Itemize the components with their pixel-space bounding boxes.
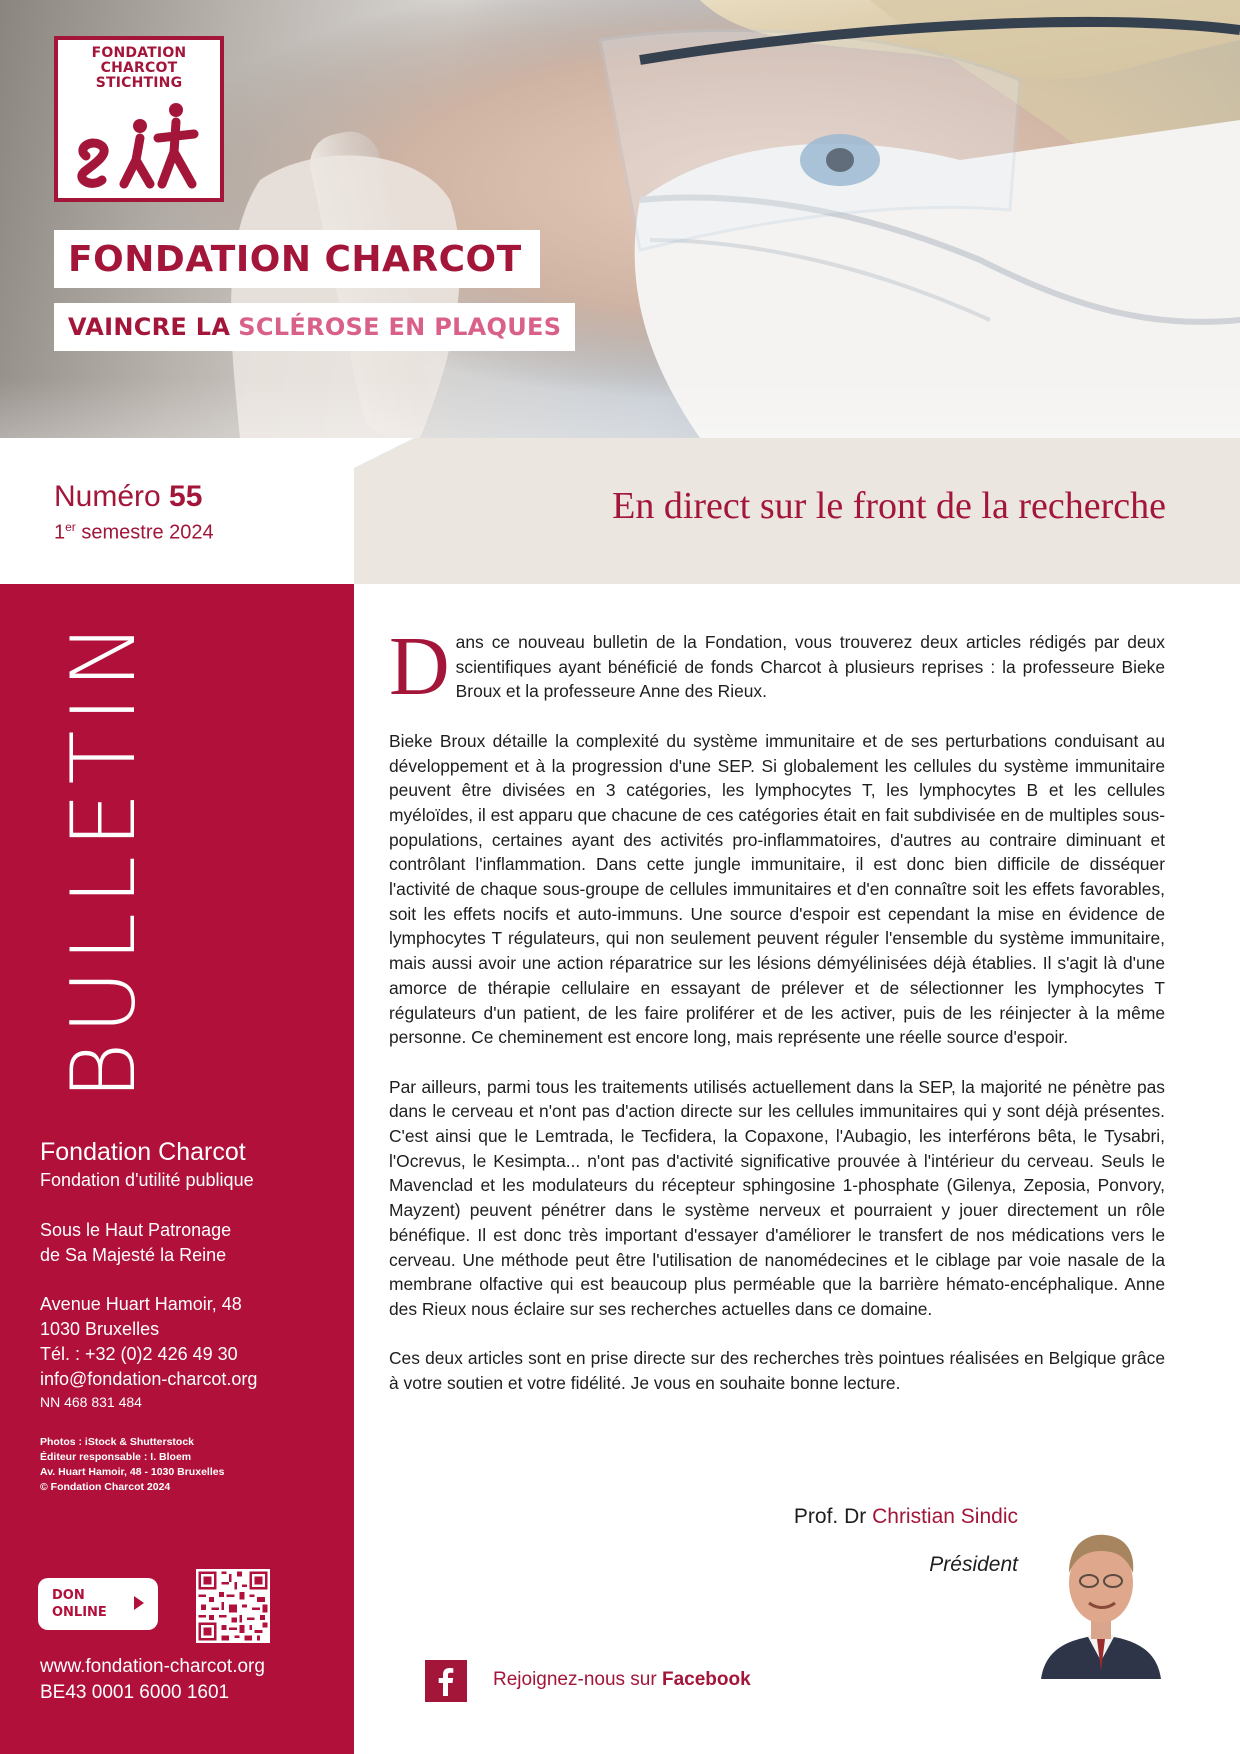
credits-line-2: Éditeur responsable : I. Bloem <box>40 1451 192 1463</box>
phone: Tél. : +32 (0)2 426 49 30 <box>40 1344 238 1364</box>
issue-number <box>54 480 202 514</box>
paragraph-4: Ces deux articles sont en prise directe sur des recherches très pointues réalisées en Belgique grâce à votre soutien et votre fidélité. Je vous en souhaite bonne lecture. <box>389 1348 1165 1394</box>
facebook-f-glyph <box>425 1660 467 1702</box>
facebook-link[interactable] <box>493 1669 751 1691</box>
org-status: Fondation d'utilité publique <box>40 1170 254 1190</box>
donate-line-1: DON <box>52 1588 85 1603</box>
facebook-icon[interactable] <box>425 1660 467 1702</box>
issue-number-value: 55 <box>169 480 203 513</box>
donate-online-button[interactable] <box>38 1578 158 1630</box>
patronage-line-1: Sous le Haut Patronage <box>40 1220 232 1240</box>
signature-person: Christian Sindic <box>872 1505 1018 1528</box>
issue-date <box>54 520 214 545</box>
paragraph-2: Bieke Broux détaille la complexité du système immunitaire et de ses perturbations conduisant au développement et à la progression d'une SEP. Si globalement les cellules du système immunitaire peuvent être divisées en 3 catégories, les lymphocytes T, les lymphocytes B et les cellules myéloïdes, il est apparu que chacune de ces catégories était en fait subdivisée en de multiples sous-populations, certaines ayant des activités pro-inflammatoires, d'autres au contraire diminuant et contrôlant l'inflammation. Dans cette jungle immunitaire, il est donc bien difficile de disséquer l'activité de chaque sous-groupe de cellules immunitaires et d'en connaître soit les effets favorables, soit les effets nocifs et auto-immuns. Une source d'espoir est cependant la mise en évidence de lymphocytes T régulateurs, qui non seulement peuvent réguler l'ensemble du système immunitaire, mais aussi avoir une action réparatrice sur les lésions démyélinisées déjà établies. Il s'agit là d'une amorce de thérapie cellulaire en essayant de prélever et de sélectionner les lymphocytes T régulateurs d'un patient, de les faire proliférer et de les activer, puis de les réinjecter à la même personne. Ce cheminement est encore long, mais représente une réelle source d'espoir. <box>389 730 1165 1048</box>
donate-label <box>52 1587 107 1621</box>
address-line-1: Avenue Huart Hamoir, 48 <box>40 1294 242 1314</box>
logo-figures-icon <box>66 98 212 194</box>
logo-line-1: FONDATION <box>91 45 187 61</box>
logo-text <box>58 46 220 91</box>
subtitle-part2: SCLÉROSE EN PLAQUES <box>238 313 562 341</box>
headline: En direct sur le front de la recherche <box>612 485 1166 527</box>
issue-date-num: 1 <box>54 521 66 544</box>
issue-label: Numéro <box>54 480 161 513</box>
credits-line-4: © Fondation Charcot 2024 <box>40 1481 171 1493</box>
org-name: Fondation Charcot <box>40 1138 246 1166</box>
credits-line-3: Av. Huart Hamoir, 48 - 1030 Bruxelles <box>40 1466 225 1478</box>
facebook-bold: Facebook <box>661 1669 751 1690</box>
drop-cap: D <box>389 620 450 713</box>
logo-line-3: STICHTING <box>95 75 183 91</box>
subtitle-part1: VAINCRE LA <box>68 313 231 341</box>
paragraph-1-text: ans ce nouveau bulletin de la Fondation, vous trouverez deux articles rédigés par deux scientifiques ayant bénéficié de fonds Charcot à plusieurs reprises : la professeure Bieke Broux et la professeure Anne des Rieux. <box>455 632 1165 702</box>
nn-number: NN 468 831 484 <box>40 1394 142 1410</box>
paragraph-1 <box>389 620 1165 713</box>
patronage-line-2: de Sa Majesté la Reine <box>40 1245 227 1265</box>
donate-line-2: ONLINE <box>52 1605 107 1620</box>
address-line-2: 1030 Bruxelles <box>40 1319 160 1339</box>
website-link[interactable]: www.fondation-charcot.org <box>40 1656 265 1677</box>
facebook-text: Rejoignez-nous sur <box>493 1669 657 1690</box>
iban: BE43 0001 6000 1601 <box>40 1682 230 1703</box>
qr-code-icon[interactable] <box>196 1569 270 1643</box>
page-title: FONDATION CHARCOT <box>68 238 522 280</box>
email-link[interactable]: info@fondation-charcot.org <box>40 1369 258 1389</box>
bulletin-vertical-title: BULLETIN <box>52 614 155 1100</box>
signature-name <box>794 1505 1018 1529</box>
headline-corner <box>354 438 414 468</box>
paragraph-3: Par ailleurs, parmi tous les traitements utilisés actuellement dans la SEP, la majorité ne pénètre pas dans le cerveau et n'ont pas d'action directe sur les cellules immunitaires qui y sont déjà présentes. C'est ainsi que le Lemtrada, le Tecfidera, la Copaxone, l'Aubagio, les interférons bêta, le Tysabri, l'Ocrevus, le Kesimpta... n'ont pas d'activité significative prouvée à l'intérieur du cerveau. Seuls le Mavenclad et les modulateurs du récepteur sphingosine 1-phosphate (Gilenya, Zeposia, Ponvory, Mayzent) peuvent pénétrer dans le système nerveux et pourraient y jouer directement un rôle bénéfique. Il est donc très important d'essayer d'améliorer le transfert de nos médications vers le cerveau. Une méthode peut être l'utilisation de nanomédecines et le ciblage par voie nasale de la membrane olfactive qui est beaucoup plus perméable que la barrière hémato-encéphalique. Anne des Rieux nous éclaire sur ses recherches actuelles dans ce domaine. <box>389 1076 1165 1319</box>
issue-date-rest: semestre 2024 <box>75 521 214 544</box>
credits-line-1: Photos : iStock & Shutterstock <box>40 1436 195 1448</box>
president-portrait <box>1035 1511 1167 1679</box>
signature-prefix: Prof. Dr <box>793 1505 867 1528</box>
play-arrow-icon <box>134 1596 144 1610</box>
signature-role: Président <box>929 1553 1018 1576</box>
title-band <box>54 230 540 288</box>
subtitle-band <box>54 303 575 351</box>
issue-date-sup: er <box>65 520 76 534</box>
logo-line-2: CHARCOT <box>100 60 178 76</box>
article-body <box>389 620 1165 1420</box>
hero-fade <box>0 378 1240 438</box>
fondation-charcot-logo <box>54 36 224 202</box>
